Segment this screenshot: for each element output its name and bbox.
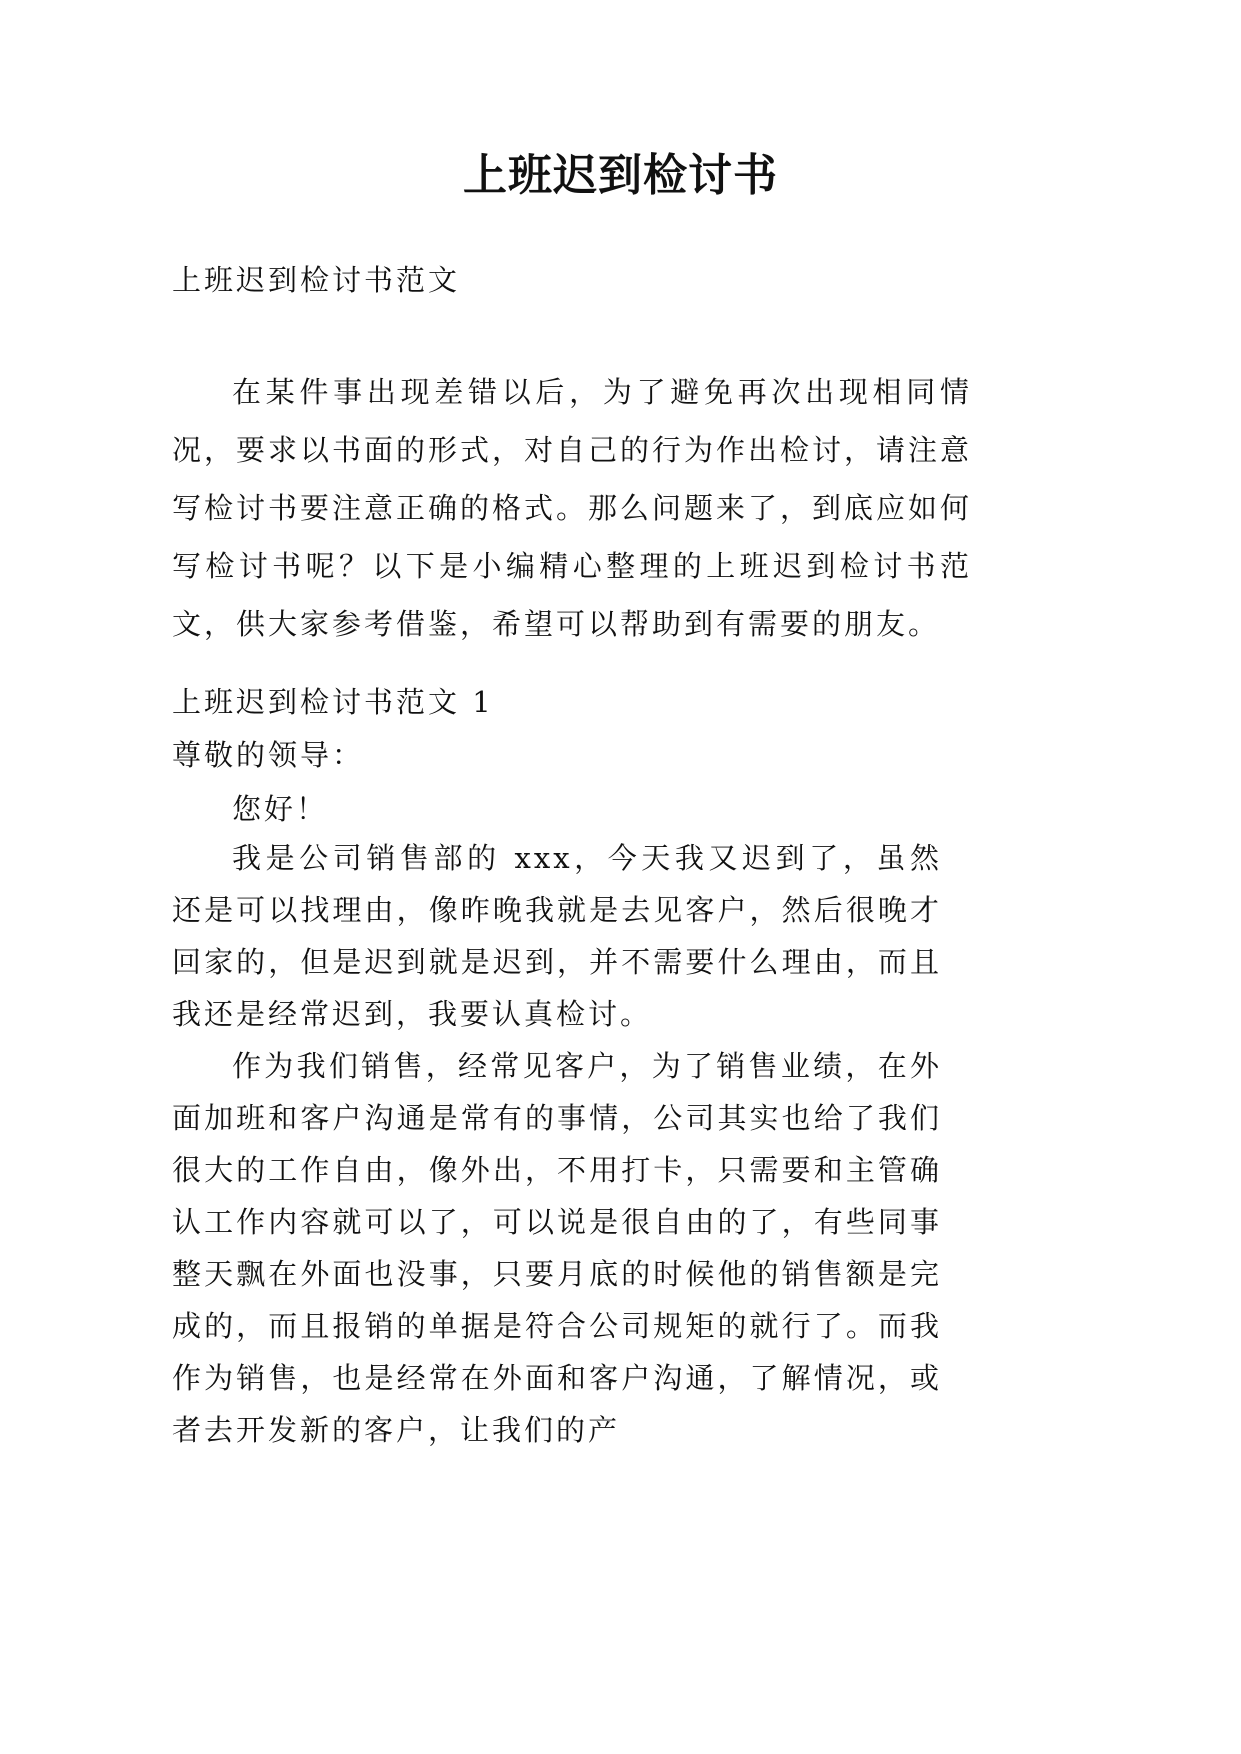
body-paragraph: 我是公司销售部的 xxx，今天我又迟到了，虽然还是可以找理由，像昨晚我就是去见客户，然后很晚才回家的，但是迟到就是迟到，并不需要什么理由，而且我还是经常迟到，我要认真检讨。: [172, 841, 942, 1031]
intro-paragraph: 在某件事出现差错以后，为了避免再次出现相同情况，要求以书面的形式，对自己的行为作出检讨，请注意写检讨书要注意正确的格式。那么问题来了，到底应如何写检讨书呢？以下是小编精心整理的上班迟到检讨书范文，供大家参考借鉴，希望可以帮助到有需要的朋友。: [172, 375, 973, 641]
body-paragraph: 作为我们销售，经常见客户，为了销售业绩，在外面加班和客户沟通是常有的事情，公司其实也给了我们很大的工作自由，像外出，不用打卡，只需要和主管确认工作内容就可以了，可以说是很自由的了，有些同事整天飘在外面也没事，只要月底的时候他的销售额是完成的，而且报销的单据是符合公司规矩的就行了。而我作为销售，也是经常在外面和客户沟通，了解情况，或者去开发新的客户，让我们的产: [172, 1049, 942, 1447]
document-title: 上班迟到检讨书: [463, 150, 778, 201]
sample-heading: 上班迟到检讨书范文 1: [172, 685, 494, 719]
document-subtitle: 上班迟到检讨书范文: [172, 263, 461, 297]
salutation: 尊敬的领导：: [172, 738, 365, 772]
greeting: 您好！: [232, 792, 329, 826]
